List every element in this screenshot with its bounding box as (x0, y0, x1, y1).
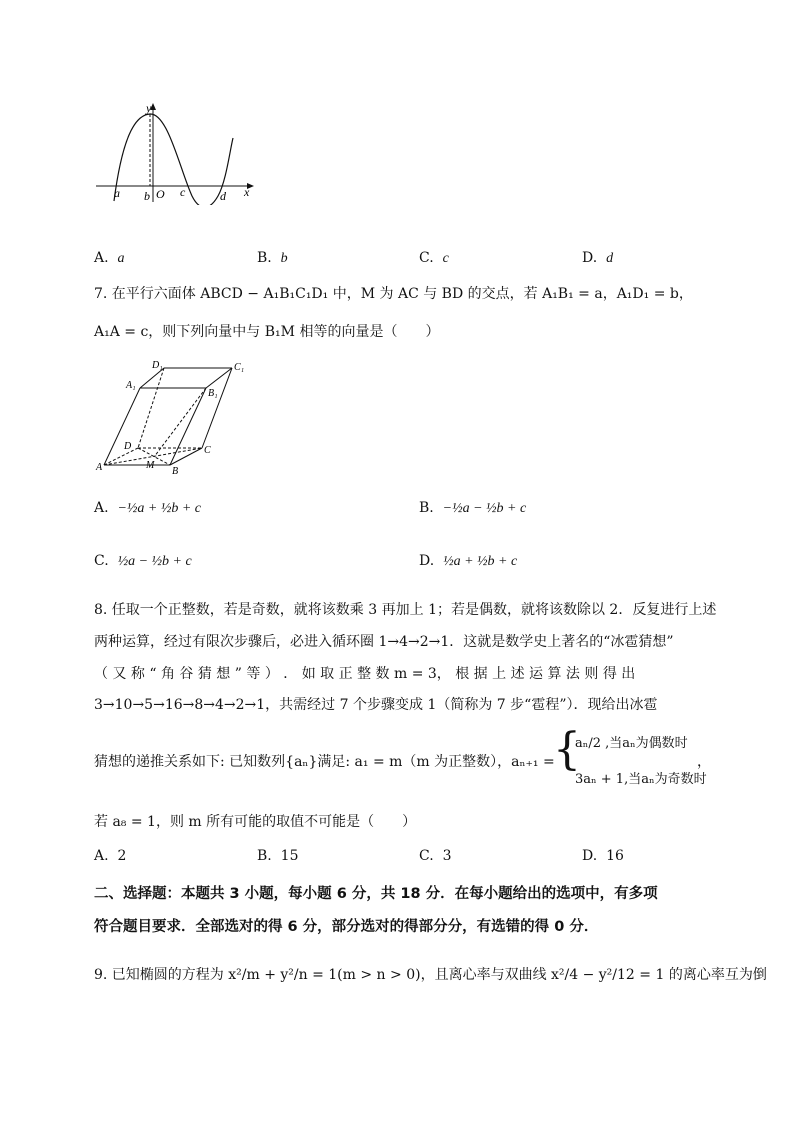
label-x: x (244, 185, 250, 199)
q8-text-line5: 猜想的递推关系如下: 已知数列{aₙ}满足: a₁ = m（m 为正整数），aₙ₊₁ = (94, 754, 555, 770)
q7-text-line2: A₁A = c，则下列向量中与 B₁M 相等的向量是（ ） (94, 324, 440, 340)
svg-text:M: M (146, 460, 155, 471)
q8-option-d[interactable]: D. 16 (582, 848, 624, 864)
q6-option-d[interactable]: D. d (582, 250, 614, 266)
q7-text-line1: 7. 在平行六面体 ABCD − A₁B₁C₁D₁ 中，M 为 AC 与 BD 的交点，若 A₁B₁ = a，A₁D₁ = b， (94, 286, 693, 302)
q8-case-even: aₙ/2 ,当aₙ为偶数时 (575, 736, 688, 751)
function-graph (92, 100, 262, 205)
svg-text:A: A (96, 462, 103, 473)
q6-option-b[interactable]: B. b (257, 250, 288, 266)
piecewise-brace: { (553, 724, 581, 775)
q8-comma: ， (697, 754, 711, 770)
q8-text-line3: （ 又 称 “ 角 谷 猜 想 ” 等 ） ． 如 取 正 整 数 m = 3， 根 据 上 述 运 算 法 则 得 出 (94, 666, 636, 682)
svg-text:C: C (204, 445, 211, 456)
q7-option-c[interactable]: C. ½a − ½b + c (94, 553, 192, 569)
q8-option-c[interactable]: C. 3 (419, 848, 452, 864)
label-b: b (144, 189, 150, 203)
section2-heading-line2: 符合题目要求．全部选对的得 6 分，部分选对的得部分分，有选错的得 0 分． (94, 919, 599, 935)
label-o: O (156, 187, 165, 201)
svg-text:B₁: B₁ (208, 388, 218, 399)
parallelepiped-figure (94, 358, 254, 478)
label-y: y (146, 101, 152, 115)
q8-text-line1: 8. 任取一个正整数，若是奇数，就将该数乘 3 再加上 1；若是偶数，就将该数除以 2．反复进行上述 (94, 602, 717, 618)
section2-heading-line1: 二、选择题：本题共 3 小题，每小题 6 分，共 18 分．在每小题给出的选项中，有多项 (94, 886, 658, 902)
q8-text-line2: 两种运算，经过有限次步骤后，必进入循环圈 1→4→2→1．这就是数学史上著名的“冰雹猜想” (94, 634, 674, 650)
q7-option-a[interactable]: A. −½a + ½b + c (94, 500, 202, 516)
q8-option-b[interactable]: B. 15 (257, 848, 299, 864)
svg-text:C₁: C₁ (234, 362, 245, 373)
label-a: a (114, 186, 120, 200)
svg-text:B: B (172, 466, 179, 477)
q8-text-line6: 若 a₈ = 1，则 m 所有可能的取值不可能是（ ） (94, 814, 417, 830)
q8-option-a[interactable]: A. 2 (94, 848, 127, 864)
q7-option-b[interactable]: B. −½a − ½b + c (419, 500, 527, 516)
q6-option-a[interactable]: A. a (94, 250, 125, 266)
q9-text: 9. 已知椭圆的方程为 x²/m + y²/n = 1(m > n > 0)，且离心率与双曲线 x²/4 − y²/12 = 1 的离心率互为倒 (94, 967, 767, 983)
label-c: c (180, 185, 186, 199)
q6-option-c[interactable]: C. c (419, 250, 449, 266)
svg-text:D₁: D₁ (152, 360, 163, 371)
q7-option-d[interactable]: D. ½a + ½b + c (419, 553, 518, 569)
q8-case-odd: 3aₙ + 1,当aₙ为奇数时 (575, 772, 707, 787)
label-d: d (220, 189, 226, 203)
svg-text:D: D (124, 441, 132, 452)
q8-text-line4: 3→10→5→16→8→4→2→1，共需经过 7 个步骤变成 1（简称为 7 步“雹程”）．现给出冰雹 (94, 697, 658, 713)
curve (114, 114, 233, 205)
svg-text:A₁: A₁ (126, 380, 136, 391)
